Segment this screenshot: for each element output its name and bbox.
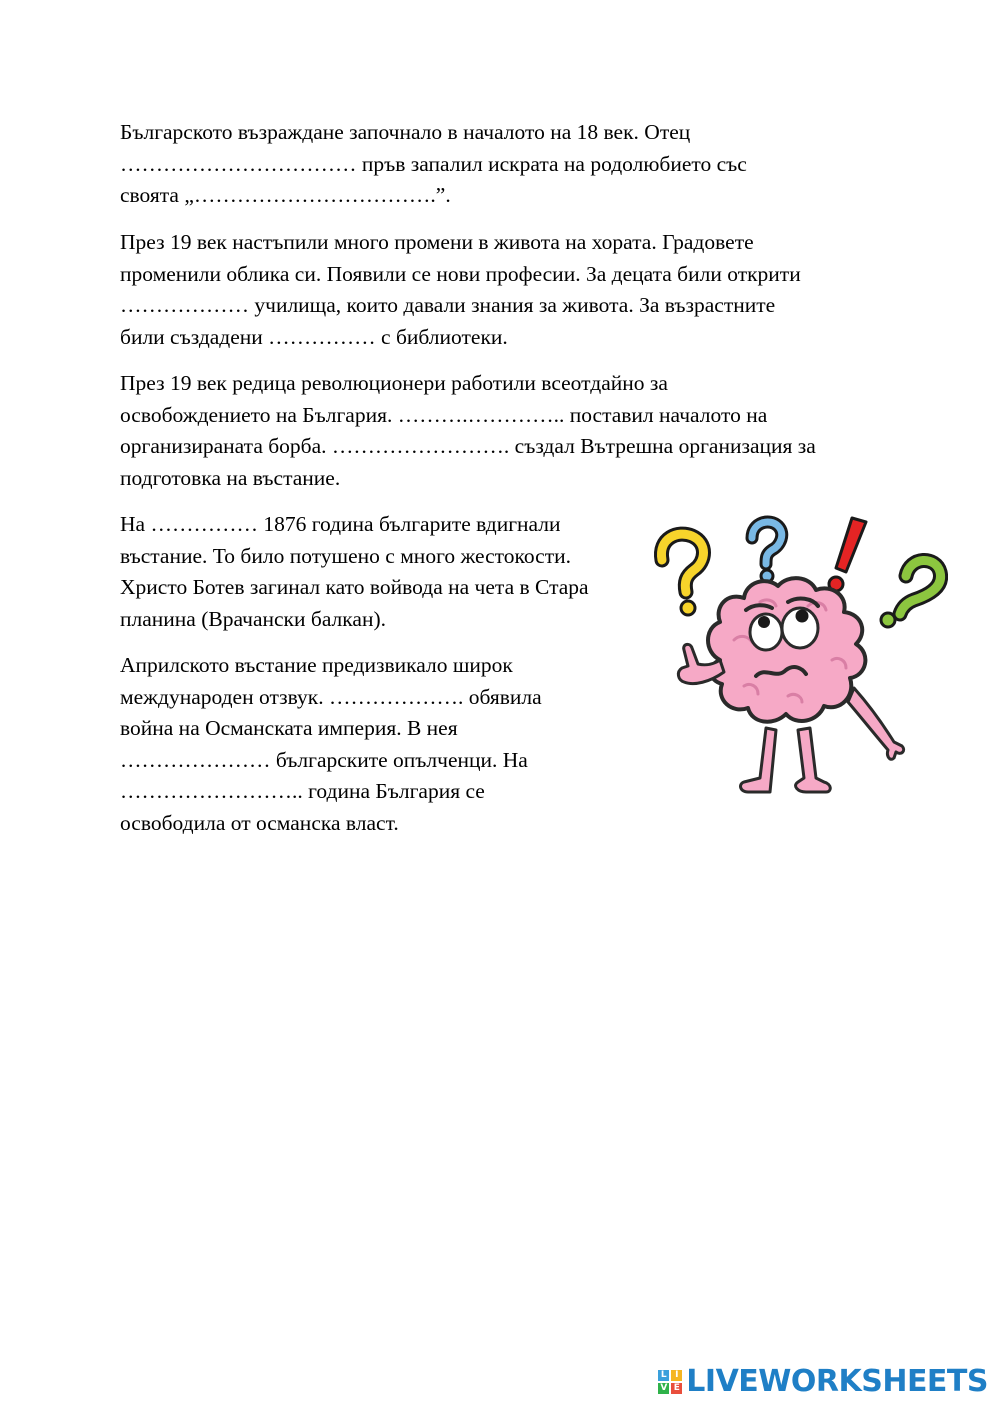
text-line: освободила от османска власт. [120,810,399,835]
text-line: подготовка на въстание. [120,465,341,490]
logo-mark-icon [658,1370,682,1394]
paragraph-liberation [120,650,590,839]
text-line: своята „…………………………….”. [120,183,451,207]
thinking-brain-icon [648,510,948,800]
text-line: През 19 век настъпили много промени в живота на хората. Градовете [120,230,754,254]
logo-letter: V [658,1383,669,1394]
text-line: война на Османската империя. В нея [120,716,458,740]
question-mark-green-icon [881,560,941,627]
paragraph-uprising [120,509,640,635]
text-line: Априлското въстание предизвикало широк [120,653,513,677]
text-line: На …………… 1876 година българите вдигнали [120,512,561,536]
brand-name: LIVEWORKSHEETS [686,1364,988,1399]
question-mark-blue-icon [752,522,782,582]
liveworksheets-logo [658,1364,988,1400]
paragraph-changes [120,227,900,353]
exclamation-mark-red-icon [829,518,866,591]
text-line: Българското възраждане започнало в началото на 18 век. Отец [120,120,691,144]
text-line: организираната борба. ……………………. създал Вътрешна организация за [120,434,816,458]
logo-letter: E [671,1383,682,1394]
text-line: ………………… българските опълченци. На [120,747,528,772]
text-line: променили облика си. Появили се нови професии. За децата били открити [120,261,801,286]
text-line: …………………………… пръв запалил искрата на родолюбието със [120,151,747,176]
logo-letter: L [658,1370,669,1381]
paragraph-revival [120,117,900,212]
question-mark-yellow-icon [661,534,703,615]
text-line: били създадени …………… с библиотеки. [120,324,508,349]
text-line: въстание. То било потушено с много жестокости. [120,543,571,568]
text-line: освобождението на България. ……….………….. поставил началото на [120,402,768,427]
text-line: През 19 век редица революционери работили всеотдайно за [120,371,668,395]
text-line: ……………… училища, които давали знания за живота. За възрастните [120,293,776,317]
text-line: планина (Врачански балкан). [120,606,386,631]
text-line: …………………….. година България се [120,779,485,803]
paragraph-revolutionaries [120,368,900,494]
text-line: Христо Ботев загинал като войвода на чета в Стара [120,575,589,599]
text-line: международен отзвук. ………………. обявила [120,684,542,709]
logo-letter: I [671,1370,682,1381]
